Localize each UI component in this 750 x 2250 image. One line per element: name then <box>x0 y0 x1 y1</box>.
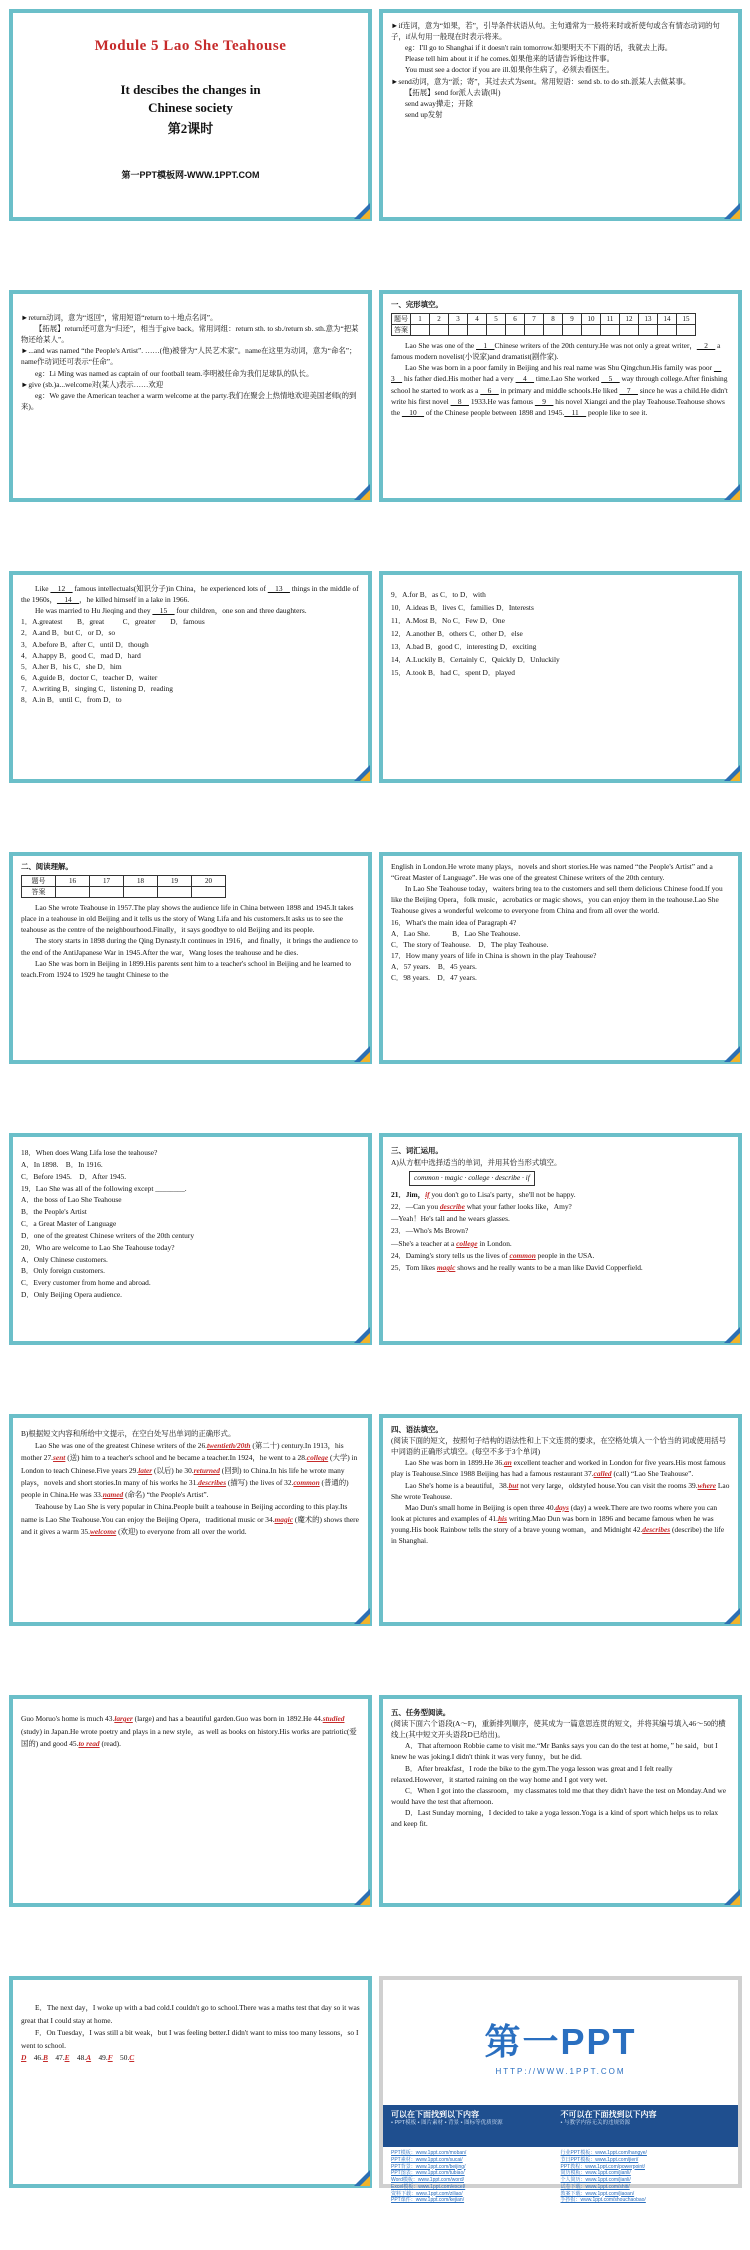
question-option: C．a Great Master of Language <box>21 1219 117 1229</box>
option-line: 15．A.took B．had C．spent D．played <box>391 667 515 677</box>
lesson-subtitle-2: Chinese society <box>148 99 233 115</box>
option-line: 4．A.happy B．good C．mad D．hard <box>21 650 141 660</box>
vocab-item: 25．Tom likes magic shows and he really wants to be a man like David Copperfield. <box>391 1262 643 1272</box>
slide-4-cloze <box>379 290 742 502</box>
note-line: send up发射 <box>405 109 443 119</box>
link-item[interactable]: 手抄报：www.1ppt.com/shouchaobao/ <box>560 2197 646 2204</box>
table-cell: 10 <box>582 314 601 325</box>
table-cell: 20 <box>192 876 226 887</box>
link-list <box>383 2147 738 2207</box>
section-instruction: (阅读下面六个语段(A～F)，重新排列顺序，使其成为一篇意思连贯的短文，并将其编号填入46～50的横线上(其中短文开头语段D已给出)。 <box>391 1719 726 1740</box>
vocab-item: 24．Daming's story tells us the lives of common people in the USA. <box>391 1250 595 1260</box>
link-item[interactable]: 行业PPT模板：www.1ppt.com/hangye/ <box>560 2150 647 2156</box>
option-line: 5．A.her B．his C．she D．him <box>21 661 122 671</box>
reading-paragraph: Lao She wrote Teahouse in 1957.The play shows the audience life in China between 1898 and 1945.It takes place in a teahouse in old Beijing and it tells us the story of Wang Lifa and his customers.It asks us to see the teahouse as the centre of the neighbourhood.Finally，it says goodbye to old Beijing and its people. <box>21 903 354 935</box>
section-instruction: B)根据短文内容和所给中文提示，在空白处写出单词的正确形式。 <box>21 1429 236 1438</box>
slide-16-ad <box>379 1976 742 2204</box>
slide-9-questions <box>9 1133 372 1345</box>
table-label: 题号 <box>392 314 411 325</box>
vocab-item: —She's a teacher at a college in London. <box>391 1238 512 1248</box>
section-heading: 三、词汇运用。 <box>391 1146 443 1155</box>
slide-5-cloze-cont <box>9 571 372 783</box>
note-line: 【拓展】send for派人去请(叫) <box>405 87 501 97</box>
table-cell: 4 <box>468 314 487 325</box>
table-cell: 2 <box>430 314 449 325</box>
table-cell: 16 <box>56 876 90 887</box>
question-options: C．The story of Teahouse. D．The play Teahouse. <box>391 939 549 949</box>
slide-3-notes <box>9 290 372 502</box>
link-item[interactable]: Word模板：www.1ppt.com/word/ <box>391 2177 464 2183</box>
link-item[interactable]: PPT背景：www.1ppt.com/beijing/ <box>391 2163 466 2170</box>
option-line: 12．A.another B．others C．other D．else <box>391 628 523 638</box>
question-options: C．98 years. D．47 years. <box>391 973 477 983</box>
lesson-subtitle-1: It descibes the changes in <box>120 81 261 97</box>
corner-accent-icon <box>360 209 370 219</box>
link-item[interactable]: PPT课件：www.1ppt.com/kejian/ <box>391 2197 465 2204</box>
band-heading-left: 可以在下面找到以下内容 <box>391 2110 479 2119</box>
question-option: D．Only Beijing Opera audience. <box>21 1290 122 1300</box>
lesson-period: 第2课时 <box>167 121 214 136</box>
option-line: 14．A.Luckily B．Certainly C．Quickly D．Unluckily <box>391 654 560 664</box>
link-item[interactable]: 节日PPT模板：www.1ppt.com/jieri/ <box>560 2156 639 2163</box>
link-item[interactable]: Excel模板：www.1ppt.com/excel/ <box>391 2183 466 2190</box>
note-line: Please tell him about it if he comes.如果他来的话请告诉他这件事。 <box>405 54 614 64</box>
task-paragraph: A．That afternoon Robbie came to visit me.“Mr Banks says you can do the test at home，” he said，but I knew he was joking.I didn't think it was very funny，but he did. <box>391 1741 718 1762</box>
table-cell: 18 <box>124 876 158 887</box>
link-item[interactable]: PPT教程：www.1ppt.com/powerpoint/ <box>560 2163 645 2170</box>
cloze-passage: Like 12 famous intellectuals(知识分子)in China，he experienced lots of 13 things in the middle of the 1960s， 14 ，he killed himself in a lake in 1966. <box>21 584 359 605</box>
table-cell: 17 <box>90 876 124 887</box>
question-option: D．one of the greatest Chinese writers of the 20th century <box>21 1230 195 1240</box>
option-line: 11．A.Most B．No C．Few D．One <box>391 615 505 625</box>
corner-accent-icon <box>360 2176 370 2186</box>
task-paragraph: D．Last Sunday morning，I decided to take a yoga lesson.Yoga is a kind of sport which helps us to relax and keep fit. <box>391 1807 719 1829</box>
corner-accent-icon <box>730 1333 740 1343</box>
slide-7-reading <box>9 852 372 1064</box>
task-paragraph: E．The next day，I woke up with a bad cold.I couldn't go to school.There was a maths test that day so it was great that I could stay at home. <box>21 2003 360 2025</box>
note-line: eg：Li Ming was named as captain of our football team.李明被任命为我们足球队的队长。 <box>35 368 314 378</box>
corner-accent-icon <box>360 1333 370 1343</box>
corner-accent-icon <box>730 771 740 781</box>
ad-header <box>383 1980 738 2105</box>
vocab-item: 22．—Can you describe what your father looks like，Amy? <box>391 1201 572 1211</box>
question-option: C．Every customer from home and abroad. <box>21 1278 151 1288</box>
grammar-passage: Mao Dun's small home in Beijing is open three 40.days (day) a week.There are two rooms where you can look at pictures and examples of 41.his writing.Mao Dun was born in 1896 and became famous when he was young.His book Rainbow tells the story of a brave young woman，and Midnight 42.describes (describe) the life in Shanghai. <box>391 1502 725 1546</box>
answer-table <box>21 875 226 898</box>
table-label: 题号 <box>22 876 56 887</box>
module-title: Module 5 Lao She Teahouse <box>94 38 287 54</box>
note-line: ►give (sb.)a...welcome对(某人)表示……欢迎 <box>21 379 164 389</box>
note-line: ►if连词，意为“如果，若”，引导条件状语从句。主句通常为一般将来时或祈使句或含有情态动词的句子，if从句用一般现在时表示将来。 <box>391 21 720 42</box>
fill-passage: Teahouse by Lao She is very popular in China.People built a teahouse in Beijing according to this play.Its name is Lao She Teahouse.You can enjoy the Beijing Opera，traditional music or 34.magic (魔术的) shows there and it gives a warm 35.welcome (欢迎) to everyone from all over the world. <box>21 1502 359 1536</box>
slide-15-task-cont <box>9 1976 372 2188</box>
table-cell: 8 <box>544 314 563 325</box>
table-cell: 6 <box>506 314 525 325</box>
option-line: 9．A.for B．as C．to D．with <box>391 590 486 599</box>
note-line: ►send动词，意为“派；寄”，其过去式为sent。常用短语：send sb. to do sth.派某人去做某事。 <box>391 76 691 86</box>
grammar-passage: Lao She's home is a beautiful，38.but not very large，oldstyled house.You can visit the rooms 39.where Lao She wrote Teahouse. <box>391 1480 730 1501</box>
question-options: A．Lao She. B．Lao She Teahouse. <box>391 928 521 938</box>
vocab-item: 21．Jim，if you don't go to Lisa's party，she'll not be happy. <box>391 1189 576 1199</box>
section-instruction: (阅读下面的短文，按照句子结构的语法性和上下文连贯的要求，在空格处填入一个恰当的词或使用括号中词语的正确形式填空。(每空不多于3个单词) <box>391 1436 727 1457</box>
option-line: 2．A.and B．but C．or D．so <box>21 628 116 638</box>
question-options: A．In 1898. B．In 1916. <box>21 1159 103 1169</box>
site-url[interactable]: HTTP://WWW.1PPT.COM <box>495 2067 626 2076</box>
reading-paragraph: Lao She was born in Beijing in 1899.His parents sent him to a teacher's school in Beijing and he learned to teach.From 1924 to 1929 he taught Chinese to the <box>21 958 351 979</box>
task-paragraph: C．When I got into the classroom，my classmates told me that they didn't have the test on Monday.And we would have the test that afternoon. <box>391 1785 727 1806</box>
slide-14-task-reading <box>379 1695 742 1907</box>
option-line: 6．A.guide B．doctor C．teacher D．waiter <box>21 672 158 682</box>
grammar-passage: Lao She was born in 1899.He 36.an excellent teacher and worked in London for five years.His most famous play is Teahouse.Since 1988 Beijing has had a famous restaurant 37.called (call) “Lao She Teahouse”. <box>391 1458 726 1479</box>
link-item[interactable]: 简历模板：www.1ppt.com/jianli/ <box>560 2170 631 2177</box>
corner-accent-icon <box>730 1052 740 1062</box>
note-line: send away撵走；开除 <box>405 98 473 108</box>
option-line: 1．A.greatest B．great C．greater D．famous <box>21 617 205 627</box>
link-item[interactable]: PPT素材：www.1ppt.com/sucai/ <box>391 2156 463 2163</box>
slide-12-grammar <box>379 1414 742 1626</box>
section-heading: 四、语法填空。 <box>391 1425 443 1434</box>
slide-10-vocab <box>379 1133 742 1345</box>
table-cell: 11 <box>601 314 620 325</box>
link-item[interactable]: 个人简历：www.1ppt.com/jianli/ <box>560 2177 631 2183</box>
option-line: 13．A.bad B．good C．interesting D．exciting <box>391 641 537 651</box>
link-item[interactable]: PPT图表：www.1ppt.com/tubiao/ <box>391 2170 465 2177</box>
question: 20．Who are welcome to Lao She Teahouse today? <box>21 1242 175 1252</box>
cloze-passage: Lao She was born in a poor family in Beijing and his real name was Shu Qingchun.His family was poor 3 his father died.His mother had a very 4 time.Lao She worked 5 way through college.After finishing school he started to work as a 6 in primary and middle schools.He liked 7 since he was a child.He didn't write his first novel 8 1933.He was famous 9 his novel Xiangzi and the play Teahouse.Teahouse shows the 10 of the Chinese people between 1898 and 1945. 11 people like to see it. <box>391 363 728 417</box>
table-cell: 3 <box>449 314 468 325</box>
question-options: A．57 years. B．45 years. <box>391 961 477 971</box>
cloze-passage: He was married to Hu Jieqing and they 15 four children，one son and three daughters. <box>35 606 307 616</box>
option-line: 10．A.ideas B．lives C．families D．Interests <box>391 602 534 612</box>
table-cell: 13 <box>639 314 658 325</box>
fill-passage: Lao She was one of the greatest Chinese writers of the 26.twentieth/20th (第二十) century.In 1913，his mother 27.sent (送) him to a teacher's school and he became a teacher.In 1924，he went to a 28.college (大学) in London to teach Chinese.Five years 29.later (以后) he 30.returned (回到) to China.In his life he wrote many plays，novels and short stories.In many of his works he 31.describes (描写) the lives of 32.common (普通的) people in China.He was 33.named (命名) “the People's Artist”. <box>21 1441 358 1500</box>
corner-accent-icon <box>360 490 370 500</box>
task-paragraph: B．After breakfast，I rode the bike to the gym.The yoga lesson was great and I felt really relaxed.However，it started raining on the way home and I got very wet. <box>391 1763 673 1784</box>
slide-6-options <box>379 571 742 783</box>
note-line: You must see a doctor if you are ill.如果你生病了，必须去看医生。 <box>405 65 614 75</box>
corner-accent-icon <box>730 1614 740 1624</box>
corner-accent-icon <box>360 771 370 781</box>
option-line: 7．A.writing B．singing C．listening D．reading <box>21 683 173 693</box>
slide-11-fill <box>9 1414 372 1626</box>
question: 19．Lao She was all of the following except ________. <box>21 1183 187 1193</box>
section-heading: 二、阅读理解。 <box>21 862 73 871</box>
word-box: common · magic · college · describe · if <box>409 1171 535 1185</box>
task-paragraph: F．On Tuesday，I was still a bit weak，but I was feeling better.I didn't want to miss too many lessons，so I went to school. <box>21 2028 359 2050</box>
reading-paragraph: In Lao She Teahouse today，waiters bring tea to the customers and sell them delicious Chinese food.If you like the Beijing Opera，folk music，acrobatics or magic shows，you can enjoy them in the teahouse.Lao She Teahouse gives a wonderful welcome to everyone from China and from all over the world. <box>391 884 723 916</box>
logo: 第一PPT <box>484 2021 637 2062</box>
note-line: eg：I'll go to Shanghai if it doesn't rain tomorrow.如果明天不下雨的话，我就去上海。 <box>405 43 673 53</box>
question-option: A．the boss of Lao She Teahouse <box>21 1195 122 1205</box>
section-heading: 五、任务型阅读。 <box>391 1708 451 1717</box>
question: 16．What's the main idea of Paragraph 4? <box>391 917 517 927</box>
section-heading: 一、完形填空。 <box>391 300 443 309</box>
option-line: 3．A.before B．after C．until D．though <box>21 639 149 649</box>
table-cell: 7 <box>525 314 544 325</box>
table-cell: 9 <box>563 314 582 325</box>
slide-2-notes <box>379 9 742 221</box>
table-label: 答案 <box>22 887 56 898</box>
cloze-passage: Lao She was one of the 1 Chinese writers of the 20th century.He was not only a great writer， 2 a famous modern novelist(小说家)and dramatist(剧作家). <box>391 341 721 362</box>
question-option: A．Only Chinese customers. <box>21 1254 108 1264</box>
slide-13-grammar-cont <box>9 1695 372 1907</box>
answer-sequence: D 46.B 47.E 48.A 49.F 50.C <box>21 2053 135 2063</box>
question-option: B．Only foreign customers. <box>21 1266 105 1276</box>
question-options: C．Before 1945. D．After 1945. <box>21 1171 127 1181</box>
slide-8-reading-cont <box>379 852 742 1064</box>
band-heading-right: 不可以在下面找到以下内容 <box>560 2110 657 2119</box>
info-band <box>383 2105 738 2147</box>
note-line: ►...and was named “the People's Artist”. ……(他)被誉为“人民艺术家”。name在这里为动词，意为“命名”；name作动词还可表示“任命”。 <box>21 346 357 367</box>
link-item[interactable]: 资料下载：www.1ppt.com/ziliao/ <box>391 2190 463 2197</box>
note-line: ►return动词，意为“返回”，常用短语“return to＋地点名词”。 <box>21 313 218 322</box>
band-sub-left: • PPT模板 • 图片素材 • 背景 • 图标等优质资源 <box>391 2120 503 2126</box>
reading-paragraph: The story starts in 1898 during the Qing Dynasty.It continues in 1916，and finally，it brings the audience to the end of the AntiJapanese War in 1945.After the war，Wang loses the teahouse and he dies. <box>21 936 358 957</box>
table-cell: 1 <box>411 314 430 325</box>
table-cell: 12 <box>620 314 639 325</box>
grammar-passage: Guo Moruo's home is much 43.larger (large) and has a beautiful garden.Guo was born in 1892.He 44.studied (study) in Japan.He wrote poetry and plays in a new style，as well as books on history.His works are patriotic(爱国的) and good 45.to read (read). <box>21 1714 357 1749</box>
question: 17．How many years of life in China is shown in the play Teahouse? <box>391 950 597 960</box>
link-item[interactable]: 试卷下载：www.1ppt.com/shiti/ <box>560 2183 630 2190</box>
link-item[interactable]: PPT模板：www.1ppt.com/moban/ <box>391 2150 467 2156</box>
corner-accent-icon <box>730 490 740 500</box>
table-cell: 5 <box>487 314 506 325</box>
section-instruction: A)从方框中选择适当的单词，并用其恰当形式填空。 <box>391 1158 562 1168</box>
vocab-item: —Yeah！He's tall and he wears glasses. <box>391 1214 510 1224</box>
table-cell: 14 <box>658 314 677 325</box>
band-sub-right: • 与教学内容无关的违规资源 <box>560 2120 630 2126</box>
reading-paragraph: English in London.He wrote many plays，novels and short stories.He was named “the People's Artist” and a “Great Master of Language”. He was one of the greatest Chinese writers of the 20th century. <box>391 862 713 883</box>
table-cell: 19 <box>158 876 192 887</box>
table-cell: 15 <box>677 314 696 325</box>
question-option: B．the People's Artist <box>21 1207 87 1217</box>
corner-accent-icon <box>730 209 740 219</box>
corner-accent-icon <box>360 1614 370 1624</box>
note-line: 【拓展】return还可意为“归还”，相当于give back。常用词组：return sth. to sb./return sb. sth.意为“把某物还给某人”。 <box>21 324 359 345</box>
question: 18．When does Wang Lifa lose the teahouse? <box>21 1148 158 1157</box>
vocab-item: 23．—Who's Ms Brown? <box>391 1226 469 1236</box>
answer-table <box>391 313 696 336</box>
corner-accent-icon <box>730 1895 740 1905</box>
slide-1-title <box>9 9 372 221</box>
note-line: eg：We gave the American teacher a warm welcome at the party.我们在聚会上热情地欢迎美国老师(的到来)。 <box>21 390 357 411</box>
corner-accent-icon <box>360 1895 370 1905</box>
link-item[interactable]: 教案下载：www.1ppt.com/jiaoan/ <box>560 2190 635 2197</box>
table-label: 答案 <box>392 325 411 336</box>
option-line: 8．A.in B．until C．from D．to <box>21 695 122 705</box>
brand-text: 第一PPT模板网-WWW.1PPT.COM <box>121 169 260 180</box>
corner-accent-icon <box>360 1052 370 1062</box>
